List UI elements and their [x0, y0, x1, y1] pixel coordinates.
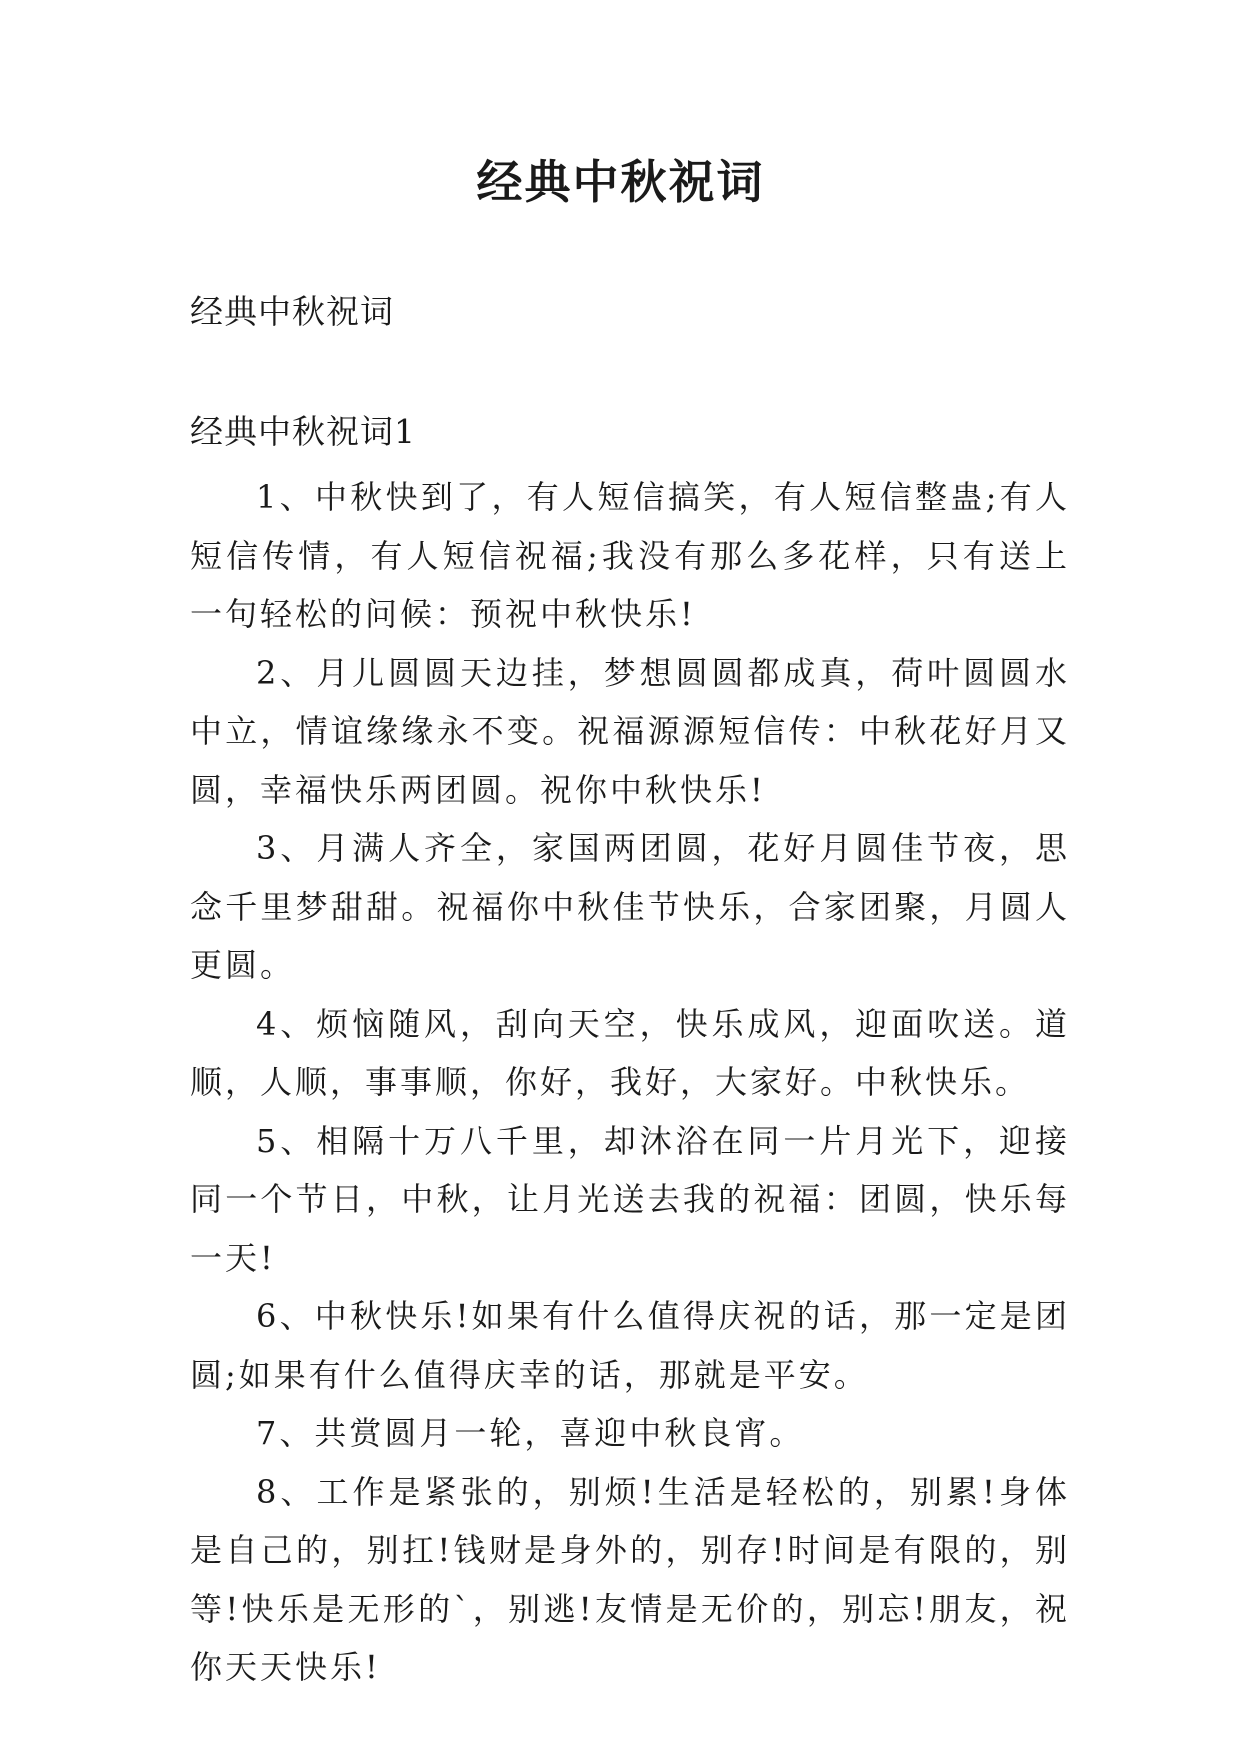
blessing-item: 7、共赏圆月一轮，喜迎中秋良宵。: [256, 1414, 805, 1452]
blessing-item: 4、烦恼随风，刮向天空，快乐成风，迎面吹送。道顺，人顺，事事顺，你好，我好，大家好。中秋快乐。: [190, 1004, 1070, 1101]
blessing-item: 8、工作是紧张的，别烦!生活是轻松的，别累!身体是自己的，别扛!钱财是身外的，别存!时间是有限的，别等!快乐是无形的`，别逃!友情是无价的，别忘!朋友，祝你天天快乐!: [190, 1472, 1070, 1686]
blessing-item: 6、中秋快乐!如果有什么值得庆祝的话，那一定是团圆;如果有什么值得庆幸的话，那就是平安。: [190, 1297, 1070, 1394]
blessing-item: 1、中秋快到了，有人短信搞笑，有人短信整蛊;有人短信传情，有人短信祝福;我没有那么多花样，只有送上一句轻松的问候：预祝中秋快乐!: [190, 478, 1070, 633]
blessing-item: 2、月儿圆圆天边挂，梦想圆圆都成真，荷叶圆圆水中立，情谊缘缘永不变。祝福源源短信传：中秋花好月又圆，幸福快乐两团圆。祝你中秋快乐!: [190, 653, 1070, 809]
blessing-item: 5、相隔十万八千里，却沐浴在同一片月光下，迎接同一个节日，中秋，让月光送去我的祝福：团圆，快乐每一天!: [190, 1121, 1070, 1277]
document-subtitle: 经典中秋祝词: [190, 292, 394, 331]
section-heading: 经典中秋祝词1: [190, 412, 416, 451]
blessing-list: [190, 468, 1070, 1697]
blessing-item: 3、月满人齐全，家国两团圆，花好月圆佳节夜，思念千里梦甜甜。祝福你中秋佳节快乐，合家团聚，月圆人更圆。: [190, 829, 1070, 984]
document-title: 经典中秋祝词: [476, 155, 765, 209]
